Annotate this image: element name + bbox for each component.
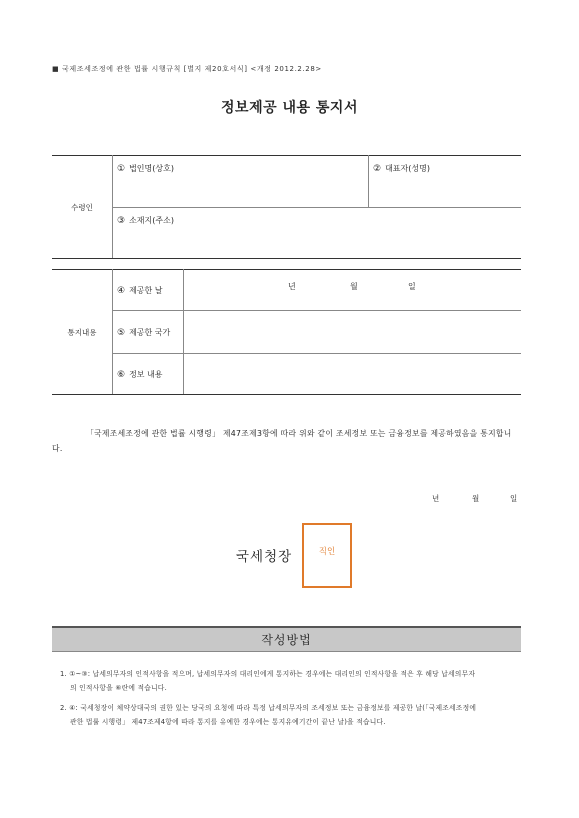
document-title: 정보제공 내용 통지서 bbox=[221, 100, 358, 116]
info-content-label: ⑥ 정보 내용 bbox=[113, 354, 184, 395]
representative-field[interactable]: ② 대표자(성명) bbox=[369, 156, 522, 208]
provided-date-input[interactable] bbox=[184, 270, 522, 311]
info-content-input[interactable] bbox=[184, 354, 522, 395]
notice-content-label: 통지내용 bbox=[52, 270, 113, 395]
company-name-field[interactable]: ① 법인명(상호) bbox=[113, 156, 369, 208]
notice-content-table bbox=[52, 269, 521, 395]
instructions-title-bar bbox=[52, 626, 521, 652]
date-month-label: 월 bbox=[350, 282, 358, 291]
official-seal-box bbox=[302, 523, 352, 588]
provided-date-label: ④ 제공한 날 bbox=[113, 270, 184, 311]
date-year-label: 년 bbox=[288, 282, 296, 291]
sign-date-day: 일 bbox=[510, 494, 518, 503]
address-field[interactable]: ③ 소재지(주소) bbox=[113, 208, 522, 259]
seal-label: 직인 bbox=[318, 547, 336, 557]
sign-date-year: 년 bbox=[432, 494, 440, 503]
recipient-table bbox=[52, 155, 521, 259]
sign-date-month: 월 bbox=[472, 494, 480, 503]
date-day-label: 일 bbox=[408, 282, 416, 291]
instructions-title: 작성방법 bbox=[261, 633, 312, 647]
instruction-item: 2. ④: 국세청장이 체약상대국의 권한 있는 당국의 요청에 따라 특정 납세의무자의 조세정보 또는 금융정보를 제공한 날(「국제조세조정에 관한 법률 시행령」 제47조제4항에 따라 통지를 유예한 경우에는 통지유예기간이 끝난 날)을 적습니다. bbox=[60, 704, 477, 726]
instruction-item: 1. ①~③: 납세의무자의 인적사항을 적으며, 납세의무자의 대리인에게 통지하는 경우에는 대리인의 인적사항을 적은 후 해당 납세의무자 의 인적사항을 ⑥란에 적습니다. bbox=[60, 670, 476, 692]
recipient-label: 수령인 bbox=[52, 156, 113, 259]
provided-country-input[interactable] bbox=[184, 311, 522, 354]
form-header-note: ■ 국제조세조정에 관한 법률 시행규칙 [별지 제20호서식] <개정 2012.2.28> bbox=[52, 65, 322, 73]
notice-paragraph: 「국제조세조정에 관한 법률 시행령」 제47조제3항에 따라 위와 같이 조세정보 또는 금융정보를 제공하였음을 통지합니다. bbox=[52, 429, 512, 453]
provided-country-label: ⑤ 제공한 국가 bbox=[113, 311, 184, 354]
issuing-authority: 국세청장 bbox=[236, 549, 293, 565]
